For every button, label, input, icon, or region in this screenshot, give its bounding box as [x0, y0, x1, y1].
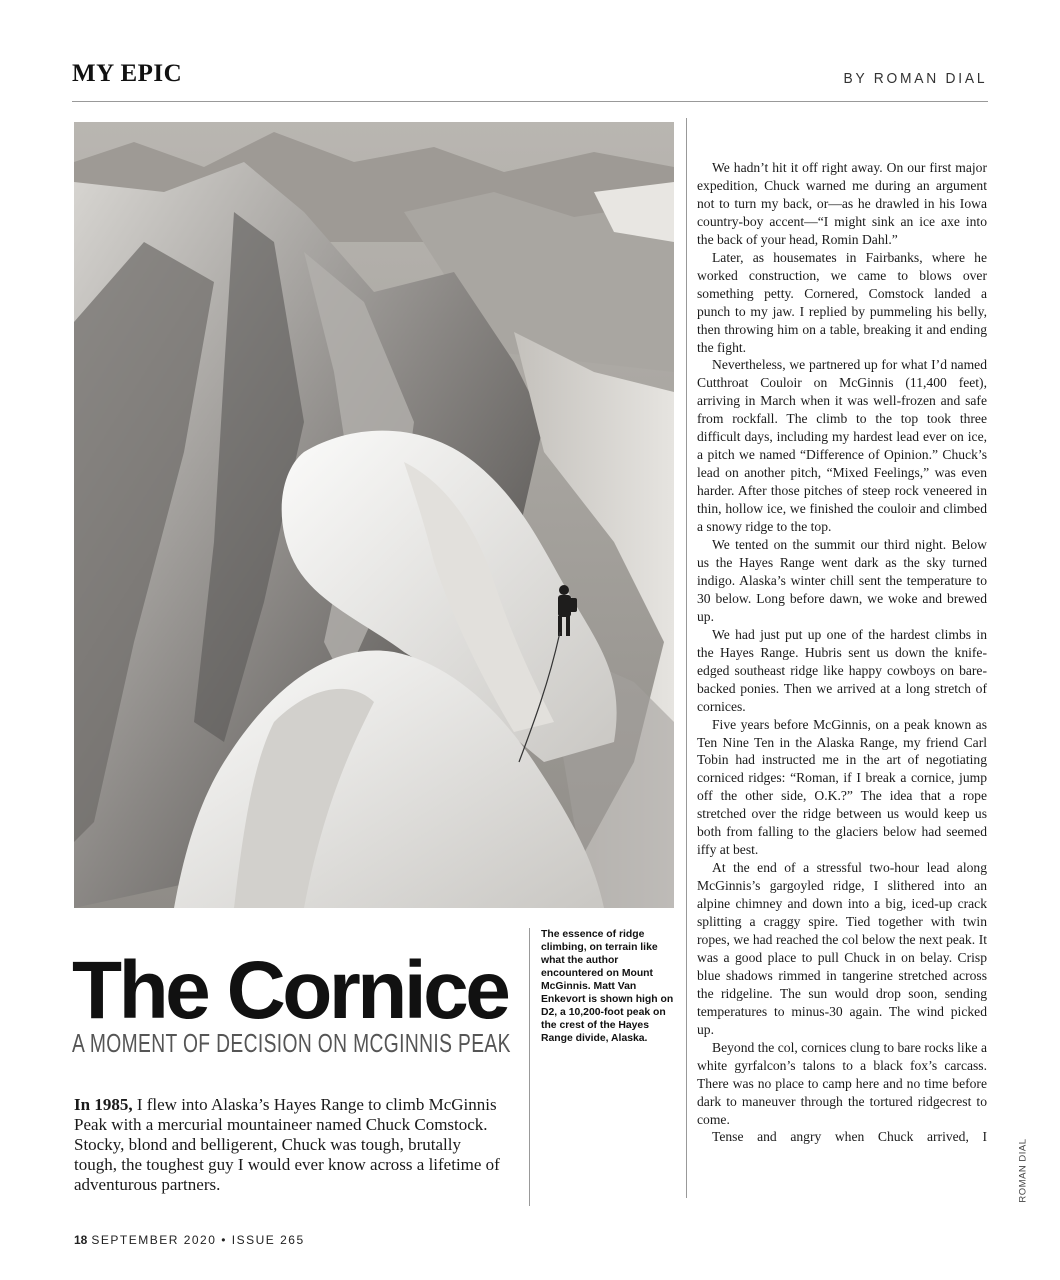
- issue-info: SEPTEMBER 2020 • ISSUE 265: [91, 1233, 305, 1247]
- intro-lead: In 1985,: [74, 1095, 133, 1114]
- article-subtitle: A MOMENT OF DECISION ON MCGINNIS PEAK: [72, 1028, 511, 1058]
- column-rule-caption: [529, 928, 530, 1206]
- photo-credit-text: ROMAN DIAL: [1017, 1138, 1029, 1203]
- article-paragraph-last: Tense and angry when Chuck arrived, I: [712, 1129, 987, 1145]
- article-paragraph: We had just put up one of the hardest climbs in the Hayes Range. Hubris sent us down the knife-edged southeast ridge like happy cowboys on bare-backed ponies. Then we arrived at a long stretch of cornices.: [697, 626, 987, 714]
- photo-caption: The essence of ridge climbing, on terrain like what the author encountered on Mount McGinnis. Matt Van Enkevort is shown high on D2, a 10,200-foot peak on the crest of the Hayes Range divide, Alaska.: [541, 929, 674, 1044]
- article-paragraph: We hadn’t hit it off right away. On our first major expedition, Chuck warned me during an argument not to turn my back, or—as he drawled in his Iowa country-boy accent—“I might sink an ice axe into the back of your head, Romin Dahl.”: [697, 160, 987, 247]
- intro-text: I flew into Alaska’s Hayes Range to climb McGinnis Peak with a mercurial mountaineer named Chuck Comstock. Stocky, blond and belligerent, Chuck was tough, brutally tough, the toughest guy I would ever know across a lifetime of adventurous partners.: [74, 1095, 500, 1194]
- page-footer: [74, 1233, 305, 1247]
- byline: BY ROMAN DIAL: [843, 70, 987, 87]
- article-paragraph: Five years before McGinnis, on a peak known as Ten Nine Ten in the Alaska Range, my friend Carl Tobin had instructed me in the art of negotiating corniced ridges: “Roman, if I break a cornice, jump off the other side, O.K.?” The idea that a rope stretched over the ridge between us would keep us both from falling to the glaciers below had seemed iffy at best.: [697, 716, 987, 858]
- mountain-ridge-photo-icon: [74, 122, 674, 908]
- article-paragraph: At the end of a stressful two-hour lead along McGinnis’s gargoyled ridge, I slithered into an alpine chimney and down into a big, iced-up crack splitting a craggy spire. Tied together with twin ropes, we had reached the col below the next peak. It was a good place to pull Chuck in on belay. Crisp blue shadows rimmed in tangerine stretched across the ridgeline. The sun would drop soon, sending temperatures to minus-30 again. The wind picked up.: [697, 860, 987, 1037]
- header-rule: [72, 101, 988, 102]
- page-number: 18: [74, 1233, 88, 1247]
- article-paragraph: Nevertheless, we partnered up for what I’d named Cutthroat Couloir on McGinnis (11,400 feet), arriving in March when it was well-frozen and safe from rockfall. The climb to the top took three difficult days, including my hardest lead ever on ice, a pitch we named “Difference of Opinion.” Chuck’s lead on another pitch, “Mixed Feelings,” was even harder. After those pitches of steep rock veneered in thin, hollow ice, we finished the couloir and climbed a snowy ridge to the top.: [697, 357, 987, 535]
- photo-credit: [1016, 1137, 1028, 1207]
- article-paragraph: We tented on the summit our third night. Below us the Hayes Range went dark as the sky turned indigo. Alaska’s winter chill sent the temperature to 30 below. Long before dawn, we woke and brewed up.: [697, 537, 987, 624]
- column-rule-right: [686, 118, 687, 1198]
- feature-photo: [74, 122, 674, 908]
- article-title: The Cornice: [72, 945, 508, 1036]
- article-body: [697, 159, 987, 1146]
- article-paragraph: Beyond the col, cornices clung to bare rocks like a white gyrfalcon’s talons to a black fox’s carcass. There was no place to camp here and no time before dark to maneuver through the tortured ridgecrest to come.: [697, 1039, 987, 1127]
- section-title: MY EPIC: [72, 60, 183, 87]
- intro-paragraph: [74, 1095, 504, 1195]
- article-paragraph: Later, as housemates in Fairbanks, where he worked construction, we came to blows over something petty. Cornered, Comstock landed a punch to my jaw. I replied by pummeling his belly, then throwing him on a table, breaking it and ending the fight.: [697, 249, 987, 355]
